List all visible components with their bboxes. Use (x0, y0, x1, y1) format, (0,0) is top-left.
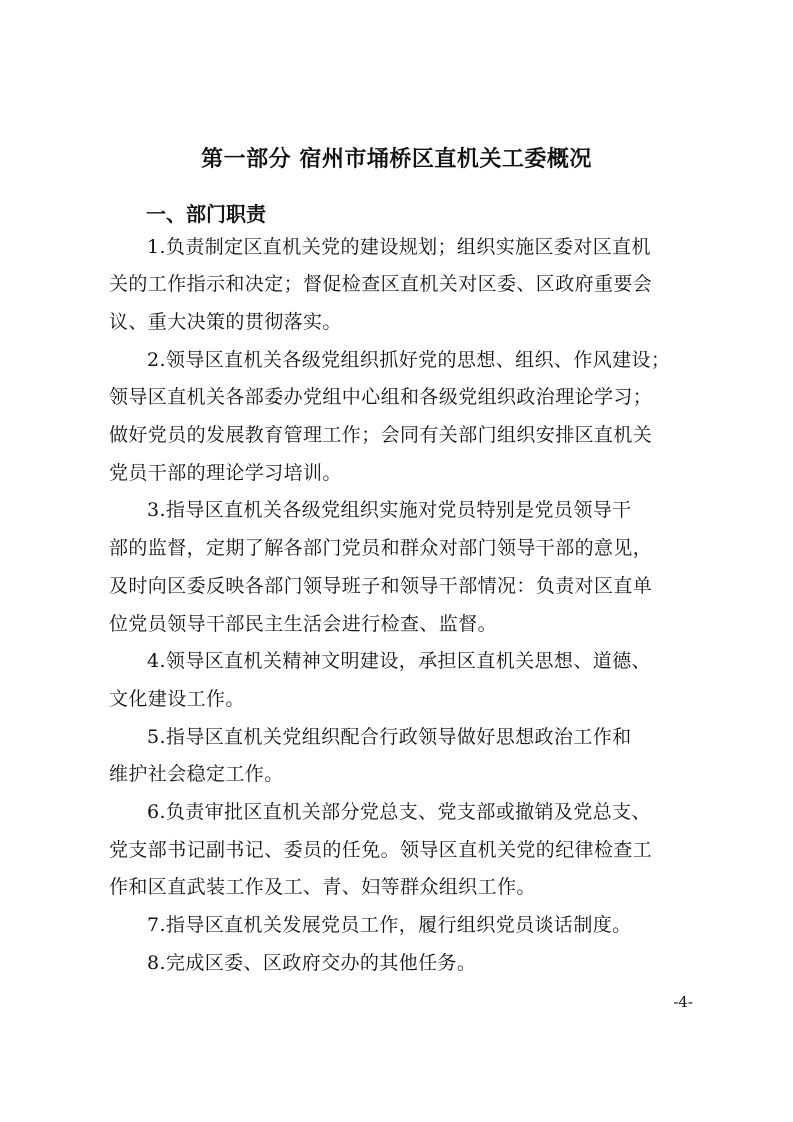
paragraph-line: 做好党员的发展教育管理工作；会同有关部门组织安排区直机关 (109, 424, 653, 446)
paragraph-line: 作和区直武装工作及工、青、妇等群众组织工作。 (109, 876, 536, 898)
page-title: 第一部分 宿州市埇桥区直机关工委概况 (201, 147, 592, 172)
section-heading: 一、部门职责 (146, 202, 266, 226)
paragraph-line: 8.完成区委、区政府交办的其他任务。 (147, 952, 477, 974)
paragraph-line: 领导区直机关各部委办党组中心组和各级党组织政治理论学习； (109, 386, 653, 408)
paragraph-line: 及时向区委反映各部门领导班子和领导干部情况：负责对区直单 (109, 575, 653, 597)
paragraph-line: 4.领导区直机关精神文明建设，承担区直机关思想、道德、 (147, 650, 651, 672)
paragraph-line: 3.指导区直机关各级党组织实施对党员特别是党员领导干 (147, 499, 632, 521)
paragraph-line: 党支部书记副书记、委员的任免。领导区直机关党的纪律检查工 (109, 839, 653, 861)
paragraph-line: 党员干部的理论学习培训。 (109, 462, 342, 484)
paragraph-line: 关的工作指示和决定；督促检查区直机关对区委、区政府重要会 (109, 273, 653, 295)
paragraph-line: 议、重大决策的贯彻落实。 (109, 311, 342, 333)
paragraph-line: 维护社会稳定工作。 (109, 763, 284, 785)
paragraph-line: 2.领导区直机关各级党组织抓好党的思想、组织、作风建设； (147, 349, 671, 371)
paragraph-line: 6.负责审批区直机关部分党总支、党支部或撤销及党总支、 (147, 801, 651, 823)
paragraph-line: 文化建设工作。 (109, 688, 245, 710)
paragraph-line: 7.指导区直机关发展党员工作，履行组织党员谈话制度。 (147, 914, 632, 936)
paragraph-line: 1.负责制定区直机关党的建设规划；组织实施区委对区直机 (147, 236, 651, 258)
paragraph-line: 位党员领导干部民主生活会进行检查、监督。 (109, 613, 498, 635)
paragraph-line: 部的监督，定期了解各部门党员和群众对部门领导干部的意见， (109, 537, 653, 559)
page-number: -4- (673, 993, 693, 1011)
paragraph-line: 5.指导区直机关党组织配合行政领导做好思想政治工作和 (147, 726, 632, 748)
